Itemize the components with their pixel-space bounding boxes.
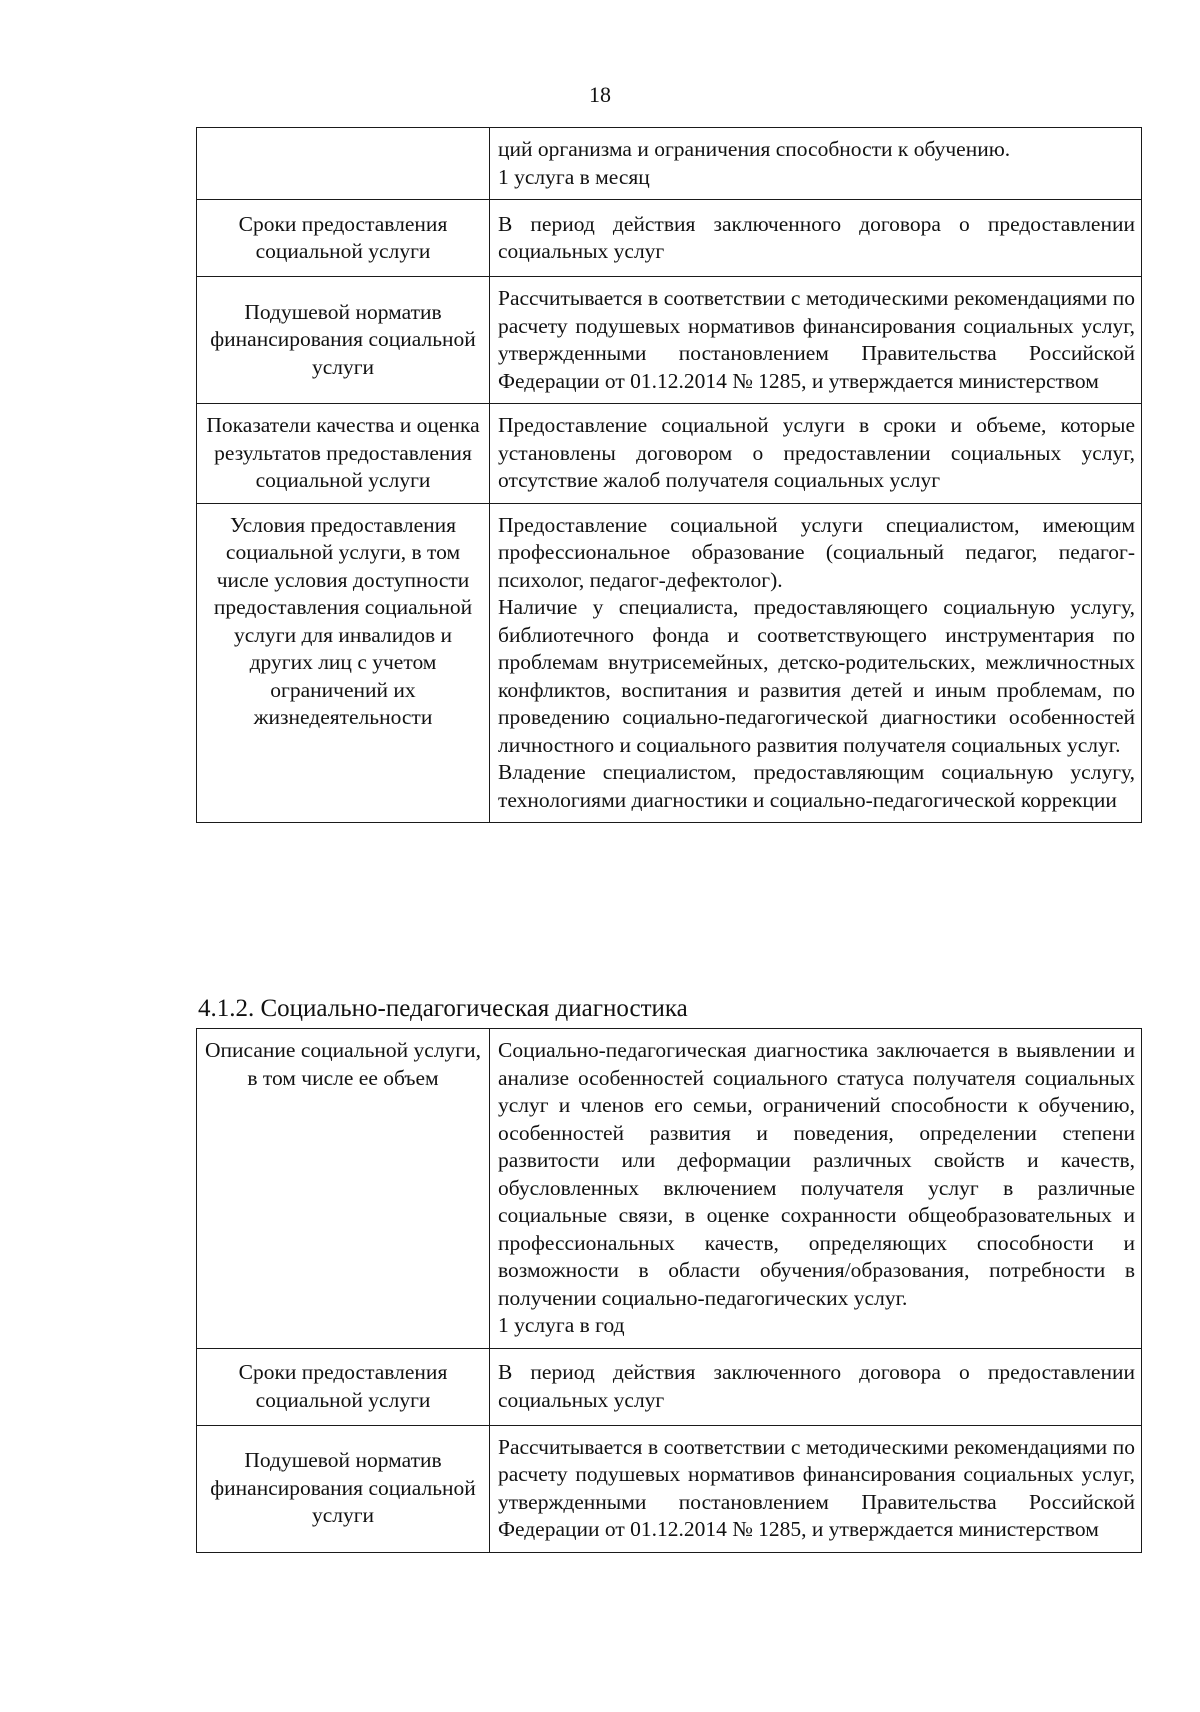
value-paragraph: Предоставление социальной услуги специалистом, имеющим профессиональное образование (социальный педагог, педагог-психолог, педагог-дефектолог). — [498, 512, 1135, 592]
row-value — [490, 1425, 1142, 1552]
value-paragraph: В период действия заключенного договора о предоставлении социальных услуг — [498, 1360, 1135, 1412]
row-value — [490, 128, 1142, 200]
row-value — [490, 503, 1142, 823]
row-label-terms: Сроки предоставления социальной услуги — [197, 1348, 490, 1425]
row-label-financing: Подушевой норматив финансирования социальной услуги — [197, 1425, 490, 1552]
service-table-diagnostics — [196, 1028, 1142, 1553]
value-paragraph: ций организма и ограничения способности к обучению. — [498, 137, 1011, 161]
row-label — [197, 128, 490, 200]
value-paragraph: Предоставление социальной услуги в сроки и объеме, которые установлены договором о предоставлении социальных услуг, отсутствие жалоб получателя социальных услуг — [498, 413, 1135, 492]
row-value — [490, 1029, 1142, 1349]
value-paragraph: Рассчитывается в соответствии с методическими рекомендациями по расчету подушевых нормативов финансирования социальных услуг, утвержденными постановлением Правительства Российской Федерации от 01.12.2014 № 1285, и утверждается министерством — [498, 1434, 1135, 1541]
value-paragraph: Рассчитывается в соответствии с методическими рекомендациями по расчету подушевых нормативов финансирования социальных услуг, утвержденными постановлением Правительства Российской Федерации от 01.12.2014 № 1285, и утверждается министерством — [498, 286, 1135, 393]
row-value — [490, 404, 1142, 504]
row-value — [490, 277, 1142, 404]
table-row — [197, 1425, 1142, 1552]
table-row — [197, 1348, 1142, 1425]
page-number: 18 — [589, 82, 611, 107]
row-label-conditions: Условия предоставления социальной услуги, в том числе условия доступности предоставления социальной услуги для инвалидов и других лиц с учетом ограничений их жизнедеятельности — [197, 503, 490, 823]
service-volume: 1 услуга в месяц — [498, 164, 650, 189]
table-row — [197, 503, 1142, 823]
service-table-continued — [196, 127, 1142, 823]
row-label-financing: Подушевой норматив финансирования социальной услуги — [197, 277, 490, 404]
row-label-description: Описание социальной услуги, в том числе ее объем — [197, 1029, 490, 1349]
value-paragraph: В период действия заключенного договора о предоставлении социальных услуг — [498, 211, 1135, 263]
row-value — [490, 200, 1142, 277]
value-paragraph: Владение специалистом, предоставляющим социальную услугу, технологиями диагностики и социально-педагогической коррекции — [498, 760, 1135, 812]
table-row — [197, 277, 1142, 404]
table-row — [197, 200, 1142, 277]
value-paragraph: Социально-педагогическая диагностика заключается в выявлении и анализе особенностей социального статуса получателя социальных услуг и членов его семьи, ограничений способности к обучению, особенностей развития и поведения, определении степени развитости или деформации различных свойств и качеств, обусловленных включением получателя услуг в различные социальные связи, в оценке сохранности общеобразовательных и профессиональных качеств, определяющих способности и возможности в области обучения/образования, потребности в получении социально-педагогических услуг. — [498, 1038, 1135, 1310]
service-volume: 1 услуга в год — [498, 1313, 625, 1337]
table-row — [197, 404, 1142, 504]
row-label-terms: Сроки предоставления социальной услуги — [197, 200, 490, 277]
row-label-quality: Показатели качества и оценка результатов предоставления социальной услуги — [197, 404, 490, 504]
section-heading: 4.1.2. Социально-педагогическая диагностика — [198, 995, 688, 1022]
table-row — [197, 128, 1142, 200]
table-row — [197, 1029, 1142, 1349]
row-value — [490, 1348, 1142, 1425]
value-paragraph: Наличие у специалиста, предоставляющего социальную услугу, библиотечного фонда и соответствующего инструментария по проблемам внутрисемейных, детско-родительских, межличностных конфликтов, воспитания и развития детей и иным проблемам, по проведению социально-педагогической диагностики особенностей личностного и социального развития получателя социальных услуг. — [498, 595, 1135, 757]
